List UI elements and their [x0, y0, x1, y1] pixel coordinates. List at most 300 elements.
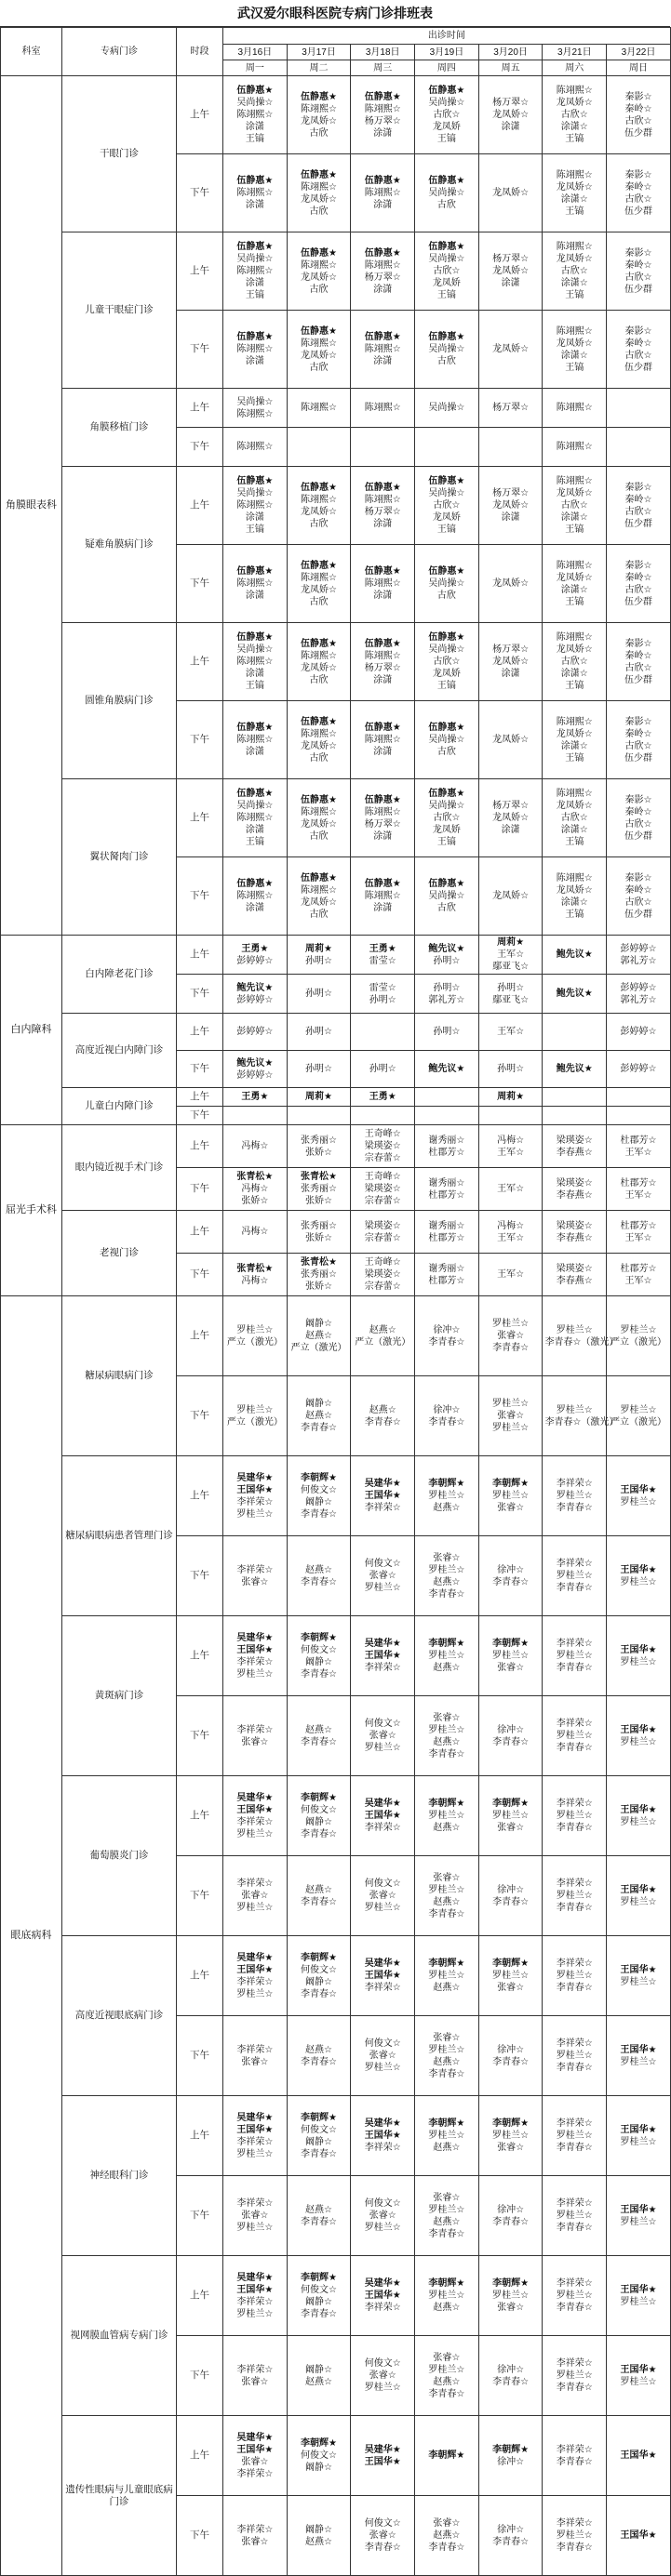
schedule-cell: [351, 311, 415, 389]
doctor-name: 伍少群: [624, 830, 652, 842]
period-cell: 下午: [177, 2016, 223, 2096]
clinic-name: 老视门诊: [62, 1211, 177, 1296]
doctor-name: 梁瑛姿☆: [556, 1220, 593, 1231]
doctor-name: 张秀丽☆: [301, 1135, 338, 1146]
doctor-name: 李青春☆: [428, 1908, 465, 1919]
doctor-name: 李青春☆: [492, 2376, 530, 2387]
doctor-name: 龙凤娇☆: [492, 891, 530, 901]
schedule-cell: [287, 76, 351, 154]
doctor-name: 伍静惠★: [301, 169, 338, 180]
schedule-body: [1, 76, 671, 2576]
doctor-name: 李祥荣☆: [556, 1959, 593, 1969]
schedule-cell: [351, 2416, 415, 2496]
doctor-name: 李青春☆: [301, 1576, 338, 1587]
schedule-cell: [287, 857, 351, 936]
doctor-name: 李青春☆: [556, 1743, 593, 1753]
schedule-cell: [415, 2496, 479, 2576]
schedule-cell: [223, 1051, 288, 1088]
period-cell: 上午: [177, 1014, 223, 1051]
doctor-name: 李青春☆: [556, 2143, 593, 2153]
doctor-name: 王镐: [565, 596, 584, 607]
doctor-name: 李祥荣☆: [236, 1564, 274, 1575]
schedule-cell: [351, 1107, 415, 1125]
doctor-name: 龙凤娇☆: [301, 584, 338, 595]
schedule-cell: [287, 2256, 351, 2336]
period-cell: 上午: [177, 1125, 223, 1168]
weekday-header: 周日: [607, 60, 671, 76]
doctor-name: 彭婷婷☆: [236, 1027, 274, 1037]
doctor-name: 梁瑛姿☆: [364, 1141, 401, 1151]
schedule-cell: [415, 1107, 479, 1125]
doctor-name: 罗桂兰☆: [364, 1743, 401, 1753]
doctor-name: 鲍先议★: [428, 943, 465, 954]
doctor-name: 涂潇: [245, 122, 264, 132]
doctor-name: 龙凤娇: [432, 512, 461, 523]
doctor-name: 杨万翠☆: [364, 272, 401, 283]
doctor-name: 梁瑛姿☆: [556, 1135, 593, 1146]
doctor-name: 李青春☆: [428, 1416, 465, 1427]
doctor-name: 涂潇: [245, 278, 264, 288]
doctor-name: 陈翊熙☆: [364, 806, 401, 817]
doctor-name: 伍静惠★: [236, 242, 274, 252]
doctor-name: 阚静☆: [305, 1656, 333, 1667]
doctor-name: 王勇★: [241, 1092, 269, 1102]
schedule-cell: [543, 2176, 607, 2256]
doctor-name: 张睿☆: [369, 1891, 396, 1901]
schedule-cell: [415, 311, 479, 389]
doctor-name: 龙凤娇☆: [556, 488, 593, 498]
schedule-cell: [223, 975, 288, 1014]
doctor-name: 冯梅☆: [241, 1275, 269, 1286]
doctor-name: 杜郡芳☆: [428, 1232, 465, 1243]
doctor-name: 陈翊熙☆: [301, 572, 338, 583]
doctor-name: 龙凤娇☆: [556, 801, 593, 811]
doctor-name: 彭婷婷☆: [620, 1027, 657, 1037]
schedule-cell: [478, 701, 543, 779]
period-cell: 上午: [177, 1088, 223, 1107]
schedule-cell: [287, 2336, 351, 2416]
period-cell: 下午: [177, 975, 223, 1014]
doctor-name: 郭礼芳☆: [428, 994, 465, 1005]
schedule-cell: [287, 1696, 351, 1776]
doctor-name: 罗桂兰☆: [620, 2136, 657, 2147]
doctor-name: 伍少群: [624, 909, 652, 920]
schedule-cell: [543, 1211, 607, 1254]
doctor-name: 陈翊熙☆: [364, 103, 401, 114]
period-cell: 上午: [177, 1296, 223, 1376]
doctor-name: 涂潇: [373, 127, 393, 139]
doctor-name: 罗桂兰☆: [236, 2223, 274, 2233]
doctor-name: 涂潇: [373, 200, 393, 210]
doctor-name: 罗桂兰☆: [556, 1491, 593, 1501]
schedule-cell: [287, 1088, 351, 1107]
schedule-cell: [478, 1616, 543, 1696]
schedule-cell: [287, 623, 351, 701]
doctor-name: 罗桂兰☆: [492, 1971, 530, 1981]
period-cell: 上午: [177, 232, 223, 311]
doctor-name: 李青春☆: [556, 2383, 593, 2393]
doctor-name: 赵燕☆: [433, 1663, 461, 1673]
doctor-name: 吴尚操☆: [236, 254, 274, 264]
schedule-cell: [607, 2496, 671, 2576]
schedule-cell: [415, 1536, 479, 1616]
doctor-name: 李祥荣☆: [236, 2296, 274, 2307]
doctor-name: 杨万翠☆: [364, 506, 401, 517]
doctor-name: 秦岭☆: [624, 338, 652, 349]
doctor-name: 龙凤娇☆: [492, 344, 530, 354]
doctor-name: 古欣☆: [624, 193, 652, 205]
doctor-name: 王勇★: [369, 1092, 396, 1102]
schedule-cell: [543, 389, 607, 428]
schedule-cell: [223, 1088, 288, 1107]
doctor-name: 徐冲☆: [497, 1884, 525, 1895]
doctor-name: 李朝辉★: [492, 1959, 530, 1969]
schedule-cell: [478, 1014, 543, 1051]
doctor-name: 古欣☆: [624, 350, 652, 361]
doctor-name: 赵燕☆: [433, 1823, 461, 1833]
schedule-cell: [478, 467, 543, 545]
doctor-name: 罗桂兰☆: [620, 1816, 657, 1827]
doctor-name: 罗桂兰☆: [556, 1651, 593, 1661]
schedule-cell: [415, 975, 479, 1014]
schedule-cell: [607, 311, 671, 389]
doctor-name: 伍静惠★: [428, 789, 465, 799]
doctor-name: 李青春☆: [301, 2148, 338, 2159]
doctor-name: 王奇峰☆: [364, 1172, 401, 1182]
schedule-cell: [287, 389, 351, 428]
doctor-name: 古欣: [309, 518, 329, 529]
doctor-name: 伍静惠★: [428, 723, 465, 733]
doctor-name: 秦影☆: [624, 247, 652, 259]
doctor-name: 彭婷婷☆: [620, 943, 657, 954]
doctor-name: 龙凤娇☆: [492, 266, 530, 276]
schedule-cell: [607, 1456, 671, 1536]
doctor-name: 阚静☆: [305, 2364, 333, 2375]
table-row: [1, 76, 671, 154]
doctor-name: 王国华★: [620, 1644, 657, 1655]
schedule-cell: [351, 857, 415, 936]
doctor-name: 吴尚操☆: [428, 403, 465, 413]
doctor-name: 李朝辉★: [428, 1959, 465, 1969]
doctor-name: 罗桂兰☆: [556, 2530, 593, 2541]
doctor-name: 古欣: [309, 674, 329, 685]
doctor-name: 张睿☆: [433, 2352, 461, 2363]
doctor-name: 彭婷婷☆: [620, 982, 657, 993]
doctor-name: 王国华★: [236, 2124, 274, 2135]
doctor-name: 龙凤娇: [432, 278, 461, 288]
schedule-cell: [543, 311, 607, 389]
schedule-cell: [351, 1296, 415, 1376]
doctor-name: 龙凤娇☆: [556, 728, 593, 739]
doctor-name: 罗桂兰☆: [492, 2131, 530, 2141]
doctor-name: 王军☆: [497, 1184, 525, 1194]
doctor-name: 罗桂兰☆: [620, 1656, 657, 1667]
doctor-name: 鄢亚飞☆: [492, 962, 530, 972]
schedule-cell: [287, 232, 351, 311]
schedule-cell: [223, 545, 288, 623]
doctor-name: 罗桂兰☆: [620, 1976, 657, 1987]
schedule-cell: [351, 1051, 415, 1088]
schedule-cell: [351, 467, 415, 545]
doctor-name: 李青春☆: [364, 2543, 401, 2553]
schedule-cell: [223, 389, 288, 428]
doctor-name: 赵燕☆: [433, 2143, 461, 2153]
schedule-cell: [543, 1168, 607, 1211]
doctor-name: 伍静惠★: [428, 879, 465, 889]
doctor-name: 鲍先议★: [428, 1064, 465, 1074]
doctor-name: 龙凤娇☆: [556, 338, 593, 349]
schedule-cell: [543, 2256, 607, 2336]
doctor-name: 李朝辉★: [301, 1792, 338, 1803]
schedule-cell: [415, 2096, 479, 2176]
doctor-name: 罗桂兰☆: [620, 1576, 657, 1587]
doctor-name: 伍静惠★: [301, 872, 338, 883]
doctor-name: 罗桂兰☆: [620, 2376, 657, 2387]
doctor-name: 涂潇: [373, 747, 393, 757]
doctor-name: 古欣: [309, 284, 329, 295]
doctor-name: 徐冲☆: [497, 1564, 525, 1575]
doctor-name: 吴建华★: [364, 2118, 401, 2129]
doctor-name: 王国华★: [620, 2450, 657, 2461]
schedule-cell: [223, 1856, 288, 1936]
doctor-name: 罗桂兰☆: [364, 2383, 401, 2393]
schedule-cell: [415, 1014, 479, 1051]
doctor-name: 李祥荣☆: [556, 1479, 593, 1489]
schedule-cell: [543, 1456, 607, 1536]
doctor-name: 张睿☆: [369, 2211, 396, 2221]
doctor-name: 李朝辉★: [301, 2112, 338, 2123]
doctor-name: 谢秀丽☆: [428, 1263, 465, 1274]
doctor-name: 龙凤娇☆: [556, 98, 593, 108]
doctor-name: 王国华★: [236, 1804, 274, 1815]
doctor-name: 雷莹☆: [369, 982, 396, 993]
doctor-name: 李朝辉★: [428, 1639, 465, 1649]
period-cell: 下午: [177, 1168, 223, 1211]
doctor-name: 杨万翠☆: [492, 403, 530, 413]
doctor-name: 王国华★: [236, 1964, 274, 1975]
doctor-name: 李青春☆: [428, 1748, 465, 1759]
schedule-cell: [543, 1616, 607, 1696]
doctor-name: 涂潇☆: [560, 193, 588, 205]
schedule-cell: [543, 1296, 619, 1376]
table-row: [1, 1616, 671, 1696]
schedule-cell: [478, 975, 543, 1014]
schedule-cell: [351, 1936, 415, 2016]
doctor-name: 李青春☆: [301, 1508, 338, 1520]
schedule-cell: [415, 857, 479, 936]
schedule-cell: [543, 1254, 607, 1296]
schedule-cell: [351, 701, 415, 779]
date-header: 3月21日: [543, 45, 607, 60]
doctor-name: 李祥荣☆: [364, 1983, 401, 1993]
table-row: [1, 936, 671, 975]
date-header: 3月22日: [607, 45, 671, 60]
doctor-name: 李青春☆: [492, 2056, 530, 2067]
doctor-name: 陈翊熙☆: [301, 338, 338, 349]
doctor-name: 罗桂兰☆: [236, 1828, 274, 1839]
doctor-name: 古欣☆: [624, 896, 652, 908]
doctor-name: 伍少群: [624, 596, 652, 607]
doctor-name: 涂潇☆: [560, 278, 588, 288]
weekday-header: 周二: [287, 60, 351, 76]
doctor-name: 涂潇: [245, 825, 264, 835]
schedule-cell: [223, 1376, 288, 1456]
schedule-cell: [287, 701, 351, 779]
doctor-name: 吴建华★: [236, 1792, 274, 1803]
doctor-name: 李朝辉★: [301, 1472, 338, 1483]
doctor-name: 古欣: [436, 591, 456, 601]
schedule-cell: [478, 76, 543, 154]
doctor-name: 杨万翠☆: [492, 801, 530, 811]
doctor-name: 王国华★: [620, 2530, 657, 2541]
period-cell: 上午: [177, 1211, 223, 1254]
schedule-cell: [415, 623, 479, 701]
period-cell: 下午: [177, 428, 223, 467]
schedule-cell: [543, 1776, 607, 1856]
doctor-name: 罗桂兰☆: [492, 1811, 530, 1821]
doctor-name: 孙明☆: [497, 1064, 525, 1074]
doctor-name: 罗桂兰☆: [556, 1891, 593, 1901]
schedule-cell: [223, 623, 288, 701]
doctor-name: 赵燕☆: [369, 1404, 396, 1415]
doctor-name: 李青春☆: [428, 2543, 465, 2553]
doctor-name: 张睿☆: [497, 1663, 525, 1673]
clinic-name: 眼内镜近视手术门诊: [62, 1125, 177, 1211]
doctor-name: 伍静惠★: [301, 560, 338, 571]
doctor-name: 张娇☆: [305, 1196, 333, 1206]
doctor-name: 陈翊熙☆: [236, 500, 274, 511]
schedule-cell: [478, 1088, 543, 1107]
doctor-name: 伍静惠★: [236, 332, 274, 342]
doctor-name: 古欣☆: [433, 500, 461, 511]
schedule-cell: [607, 2176, 671, 2256]
doctor-name: 李朝辉★: [492, 2278, 530, 2289]
doctor-name: 秦影☆: [624, 794, 652, 805]
doctor-name: 秦岭☆: [624, 181, 652, 193]
clinic-name: 神经眼科门诊: [62, 2096, 177, 2256]
doctor-name: 李青春☆: [556, 1903, 593, 1913]
doctor-name: 李祥荣☆: [236, 2468, 274, 2479]
doctor-name: 张秀丽☆: [301, 1184, 338, 1194]
doctor-name: 陈翊熙☆: [236, 578, 274, 589]
schedule-cell: [607, 2016, 671, 2096]
schedule-cell: [607, 232, 671, 311]
period-cell: 上午: [177, 389, 223, 428]
doctor-name: 张睿☆: [241, 2211, 269, 2221]
period-cell: 下午: [177, 1856, 223, 1936]
doctor-name: 宗春蕾☆: [364, 1196, 401, 1206]
doctor-name: 龙凤娇☆: [492, 188, 530, 198]
doctor-name: 涂潇: [501, 669, 520, 679]
doctor-name: 严立（激光）: [355, 1336, 411, 1348]
schedule-cell: [287, 1616, 351, 1696]
schedule-cell: [287, 1051, 351, 1088]
doctor-name: 陈翊熙☆: [236, 442, 274, 452]
doctor-name: 李朝辉★: [428, 2278, 465, 2289]
doctor-name: 李青春☆: [556, 1583, 593, 1593]
schedule-cell: [607, 1296, 671, 1376]
schedule-cell: [223, 1211, 288, 1254]
doctor-name: 王国华★: [236, 2284, 274, 2295]
doctor-name: 李青春☆: [428, 2068, 465, 2079]
doctor-name: 伍静惠★: [301, 638, 338, 649]
doctor-name: 孙明☆: [369, 994, 396, 1005]
doctor-name: 伍静惠★: [301, 482, 338, 493]
period-cell: 上午: [177, 1616, 223, 1696]
doctor-name: 伍静惠★: [301, 91, 338, 102]
schedule-cell: [607, 1125, 671, 1168]
doctor-name: 李祥荣☆: [236, 1816, 274, 1827]
doctor-name: 王镐: [565, 290, 584, 300]
schedule-cell: [351, 389, 415, 428]
doctor-name: 伍静惠★: [364, 247, 401, 259]
doctor-name: 阚静☆: [305, 2463, 333, 2473]
doctor-name: 涂潇☆: [560, 825, 588, 835]
doctor-name: 赵燕☆: [305, 2536, 333, 2547]
time-group-header: 出诊时间: [223, 28, 671, 45]
doctor-name: 罗桂兰☆: [236, 1988, 274, 1999]
doctor-name: 龙凤娇☆: [556, 572, 593, 583]
doctor-name: 李春燕☆: [556, 1189, 593, 1201]
doctor-name: 罗桂兰☆: [620, 1324, 657, 1335]
doctor-name: 何俊文☆: [364, 1719, 401, 1729]
schedule-cell: [351, 1088, 415, 1107]
doctor-name: 秦影☆: [624, 638, 652, 649]
doctor-name: 王军☆: [497, 1232, 525, 1243]
doctor-name: 罗桂兰☆: [236, 2148, 274, 2159]
period-cell: 上午: [177, 623, 223, 701]
doctor-name: 王镐: [245, 524, 264, 535]
clinic-name: 白内障老花门诊: [62, 936, 177, 1014]
schedule-cell: [223, 701, 288, 779]
doctor-name: 梁瑛姿☆: [364, 1269, 401, 1280]
doctor-name: 鲍先议★: [556, 949, 593, 960]
schedule-cell: [543, 1376, 619, 1456]
schedule-cell: [415, 1456, 479, 1536]
doctor-name: 郭礼芳☆: [620, 955, 657, 966]
schedule-cell: [543, 857, 607, 936]
schedule-cell: [478, 1051, 543, 1088]
doctor-name: 张睿☆: [241, 1891, 269, 1901]
doctor-name: 伍静惠★: [236, 632, 274, 643]
doctor-name: 王镐: [245, 134, 264, 144]
doctor-name: 陈翊熙☆: [556, 560, 593, 571]
schedule-cell: [478, 1856, 543, 1936]
doctor-name: 李朝辉★: [301, 2438, 338, 2449]
doctor-name: 涂潇: [373, 674, 393, 685]
doctor-name: 陈翊熙☆: [236, 188, 274, 198]
schedule-cell: [543, 1051, 607, 1088]
doctor-name: 王国华★: [364, 2456, 401, 2467]
schedule-cell: [478, 1254, 543, 1296]
doctor-name: 赵燕☆: [433, 1983, 461, 1993]
schedule-cell: [607, 428, 671, 467]
doctor-name: 陈翊熙☆: [364, 494, 401, 505]
schedule-cell: [351, 2256, 415, 2336]
schedule-cell: [287, 1536, 351, 1616]
period-cell: 下午: [177, 1107, 223, 1125]
doctor-name: 李青春☆: [556, 1663, 593, 1673]
doctor-name: 秦影☆: [624, 872, 652, 883]
doctor-name: 徐冲☆: [497, 2044, 525, 2055]
clinic-name: 视网膜血管病专病门诊: [62, 2256, 177, 2416]
doctor-name: 涂潇: [245, 747, 264, 757]
schedule-cell: [223, 154, 288, 232]
doctor-name: 龙凤娇☆: [556, 254, 593, 264]
doctor-name: 张秀丽☆: [301, 1220, 338, 1231]
doctor-name: 李青春☆: [301, 2056, 338, 2067]
table-row: [1, 232, 671, 311]
